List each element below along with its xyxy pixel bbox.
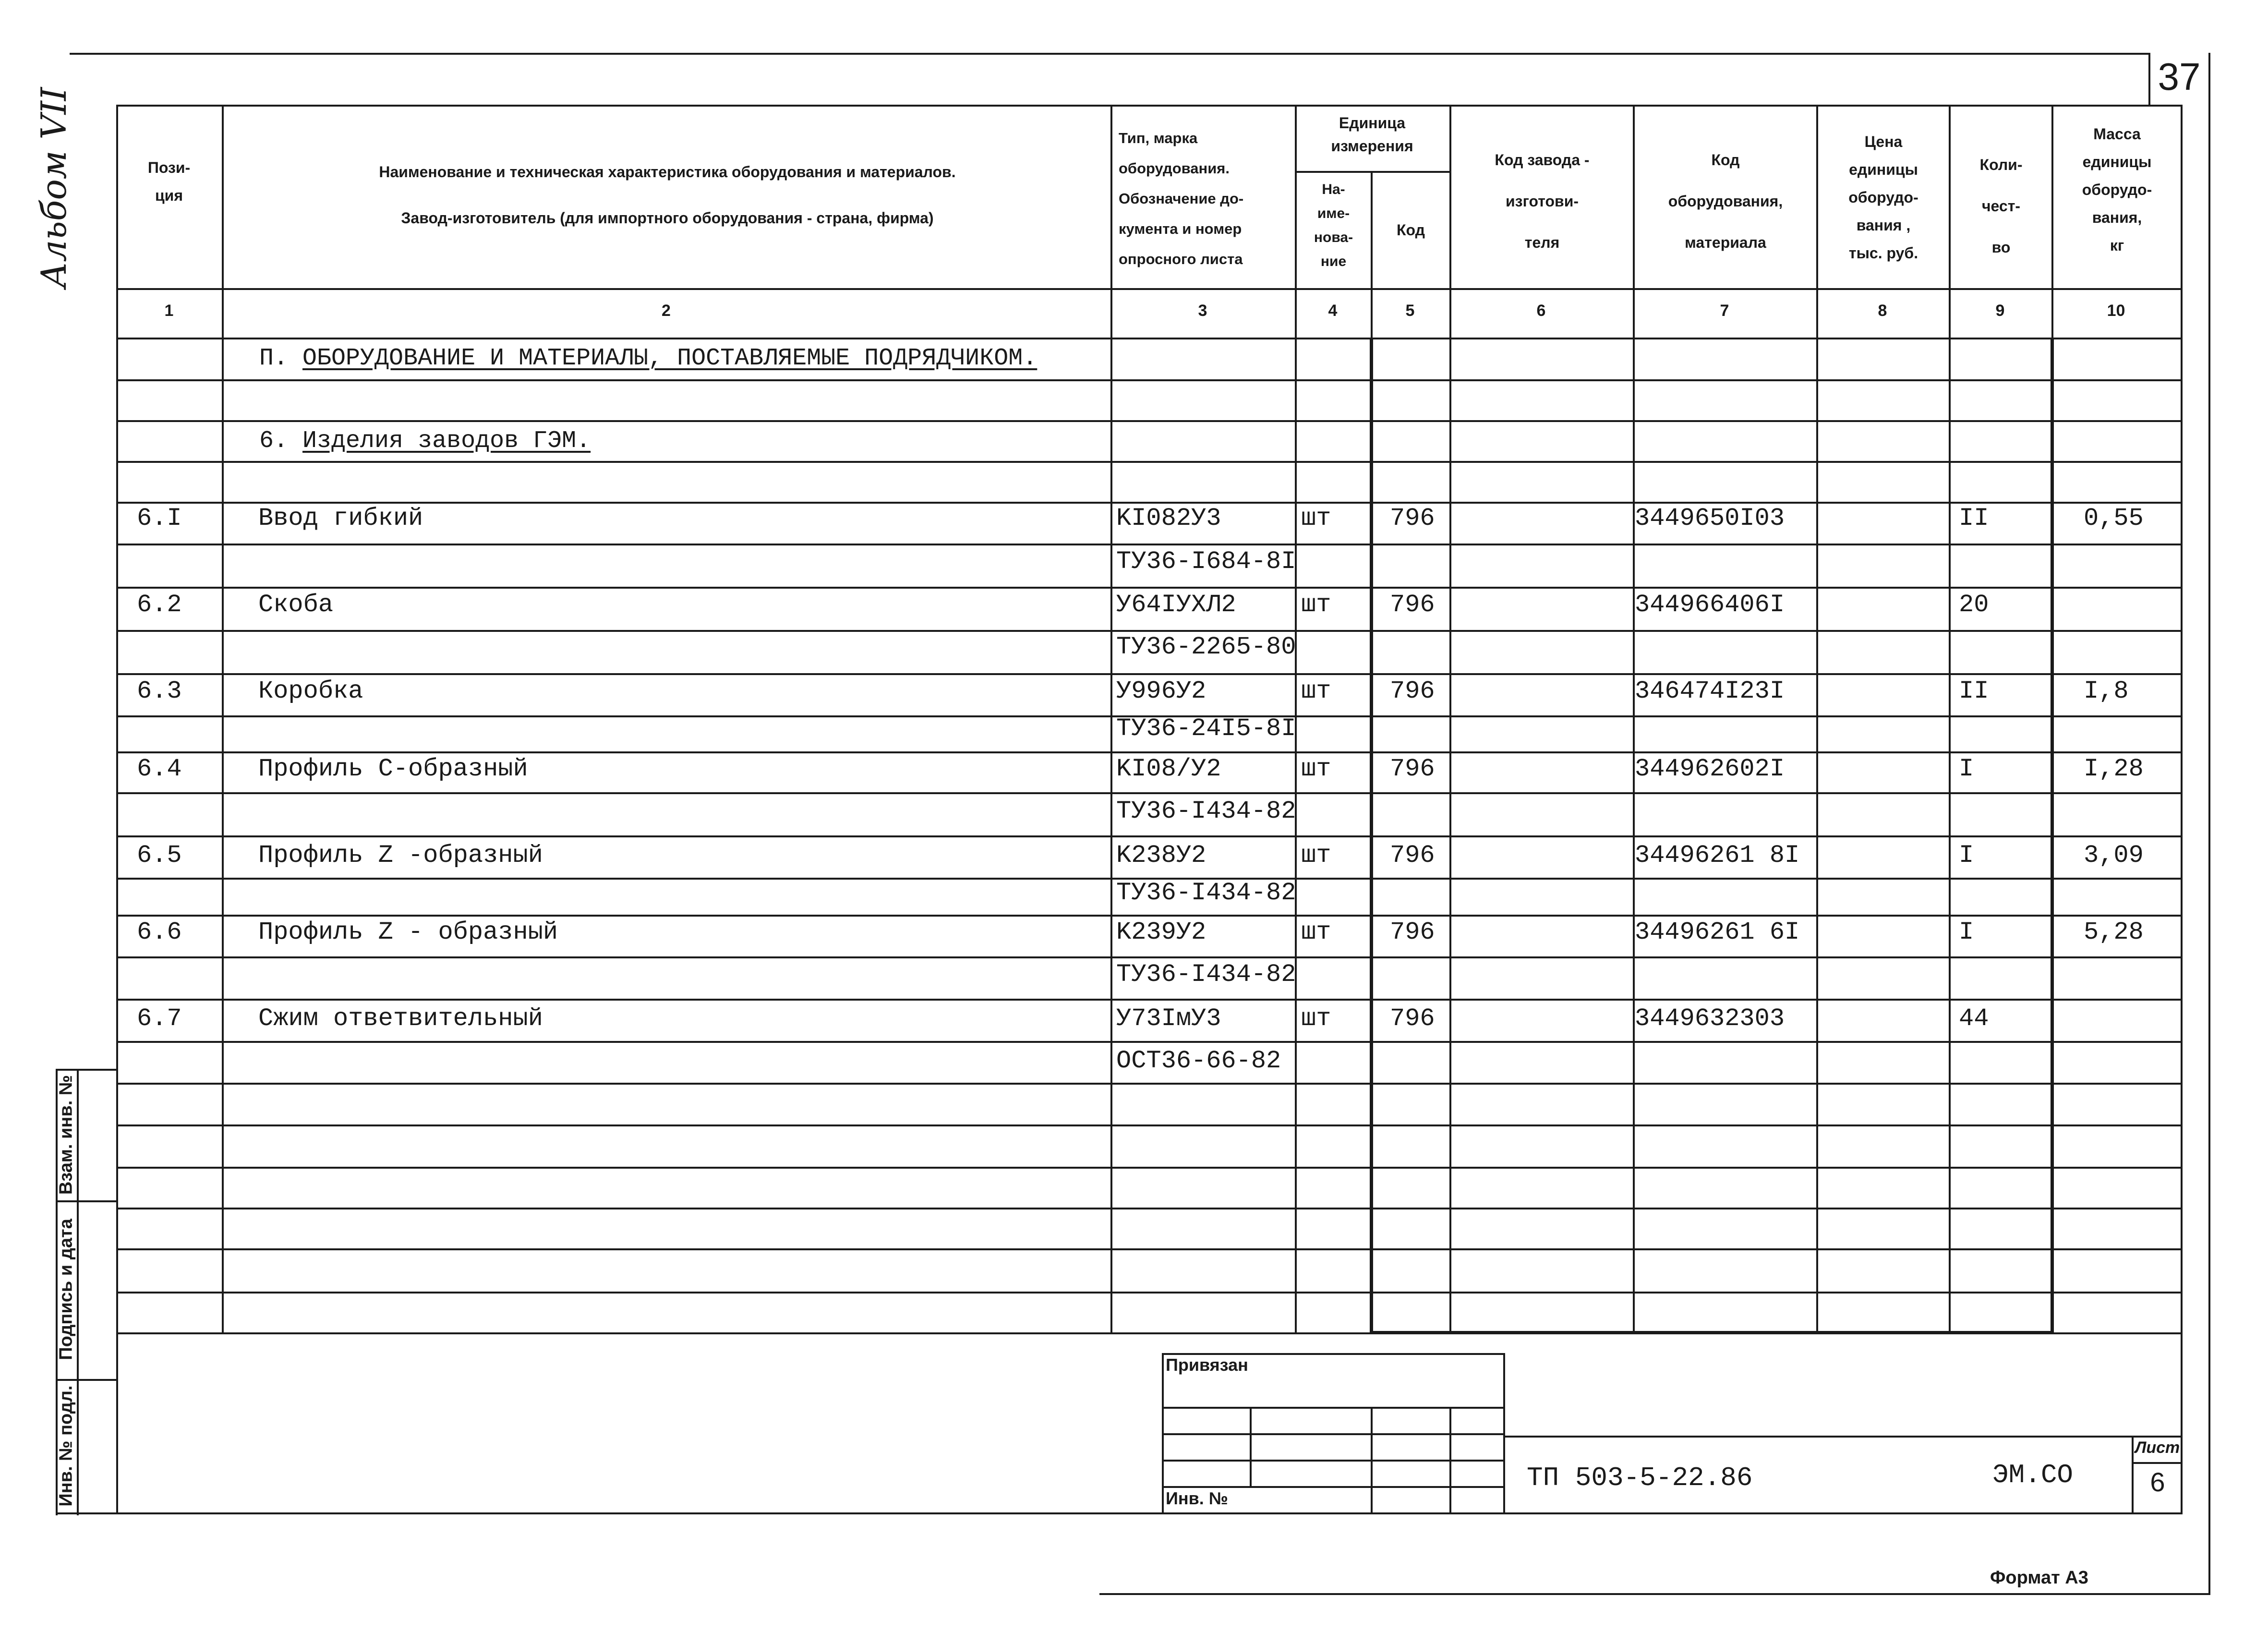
row-line xyxy=(116,835,2181,837)
stamp-left xyxy=(1162,1353,1164,1512)
row-quantity: I xyxy=(1959,841,1974,870)
side-stamp-mid xyxy=(77,1069,79,1515)
column-number: 3 xyxy=(1198,302,1207,320)
row-equipment-code: 346474I23I xyxy=(1635,677,1785,705)
header-name: Наименование и техническая характеристика оборудования и материалов. Завод-изготовитель (для импортного оборудования - страна, фирма) xyxy=(379,163,956,227)
column-number: 9 xyxy=(1995,302,2005,320)
col-line-5 xyxy=(1449,105,1451,1332)
row-type: У73IмУ3 xyxy=(1116,1004,1221,1033)
album-label: Альбом VII xyxy=(34,87,74,288)
row-mass: 3,09 xyxy=(2084,841,2144,870)
row-line xyxy=(116,1041,2181,1043)
row-equipment-code: 344962602I xyxy=(1635,755,1785,783)
row-doc: ТУ36-I434-82 xyxy=(1116,960,1296,989)
row-unit: шт xyxy=(1301,591,1331,619)
row-unit: шт xyxy=(1301,755,1331,783)
stamp-divider xyxy=(1449,1407,1451,1512)
col-line-7 xyxy=(1816,105,1818,1332)
row-line xyxy=(116,999,2181,1001)
row-position: 6.I xyxy=(137,504,182,532)
row-unit-code: 796 xyxy=(1390,504,1435,532)
stamp-divider xyxy=(1250,1407,1252,1486)
row-position: 6.2 xyxy=(137,591,182,619)
document-mark: ЭМ.СО xyxy=(1992,1460,2074,1490)
row-line xyxy=(116,956,2181,958)
row-line xyxy=(116,461,2181,463)
row-quantity: 44 xyxy=(1959,1004,1989,1033)
row-unit: шт xyxy=(1301,677,1331,705)
stamp-line xyxy=(1162,1433,1505,1435)
row-line xyxy=(116,1292,2181,1293)
row-position: 6.4 xyxy=(137,755,182,783)
row-type: У64IУХЛ2 xyxy=(1116,591,1236,619)
row-doc: ОСТ36-66-82 xyxy=(1116,1047,1281,1075)
row-type: K238У2 xyxy=(1116,841,1206,870)
row-unit-code: 796 xyxy=(1390,1004,1435,1033)
section-title: П. ОБОРУДОВАНИЕ И МАТЕРИАЛЫ, ПОСТАВЛЯЕМЫЕ ПОДРЯДЧИКОМ. xyxy=(259,345,1037,372)
row-unit-code: 796 xyxy=(1390,591,1435,619)
row-line xyxy=(116,544,2181,545)
row-doc: ТУ36-I684-8I xyxy=(1116,547,1296,576)
bottom-rule xyxy=(1099,1593,2210,1595)
row-unit: шт xyxy=(1301,841,1331,870)
rows-bottom-line xyxy=(116,1332,2181,1334)
stamp-right xyxy=(1503,1353,1505,1512)
table-bottom-border xyxy=(116,1512,2183,1514)
header-unit-code: Код xyxy=(1397,221,1425,239)
column-number: 1 xyxy=(164,302,174,320)
row-name: Сжим ответвительный xyxy=(258,1004,543,1033)
header-plant-code: Код завода - изготови- теля xyxy=(1495,151,1590,251)
row-name: Профиль Z -образный xyxy=(258,841,543,870)
row-doc: ТУ36-I434-82 xyxy=(1116,797,1296,825)
col-line-2 xyxy=(1110,105,1112,1332)
sheet-value: 6 xyxy=(2150,1467,2165,1497)
row-type: KI08/У2 xyxy=(1116,755,1221,783)
row-name: Ввод гибкий xyxy=(258,504,423,532)
row-equipment-code: 34496261 6I xyxy=(1635,918,1800,946)
row-unit-code: 796 xyxy=(1390,755,1435,783)
row-quantity: II xyxy=(1959,677,1989,705)
column-number: 4 xyxy=(1328,302,1338,320)
col-line-1 xyxy=(222,105,224,1332)
row-name: Профиль С-образный xyxy=(258,755,528,783)
header-quantity: Коли- чест- во xyxy=(1979,156,2023,256)
row-name: Скоба xyxy=(258,591,334,619)
column-number: 8 xyxy=(1878,302,1887,320)
row-unit-code: 796 xyxy=(1390,918,1435,946)
row-unit: шт xyxy=(1301,504,1331,532)
bold-bracket-left xyxy=(1370,338,1373,1332)
row-doc: ТУ36-24I5-8I xyxy=(1116,714,1296,743)
stamp-divider xyxy=(1371,1407,1373,1512)
stamp-line xyxy=(1162,1486,1505,1488)
row-line xyxy=(116,420,2181,422)
row-line xyxy=(116,915,2181,917)
stamp-line xyxy=(1162,1407,1505,1409)
side-stamp-sign-date: Подпись и дата xyxy=(56,1219,76,1360)
column-number: 10 xyxy=(2107,302,2125,320)
row-unit: шт xyxy=(1301,918,1331,946)
column-number: 6 xyxy=(1536,302,1546,320)
bold-bracket-right xyxy=(2051,338,2054,1332)
row-line xyxy=(116,630,2181,632)
table-right-border xyxy=(2181,105,2183,1514)
header-unit-group: Единица измерения xyxy=(1331,114,1413,155)
row-line xyxy=(116,1083,2181,1085)
sheet-label: Лист xyxy=(2135,1438,2180,1457)
row-mass: 0,55 xyxy=(2084,504,2144,532)
row-unit: шт xyxy=(1301,1004,1331,1033)
stamp-line xyxy=(1162,1460,1505,1462)
row-name: Профиль Z - образный xyxy=(258,918,558,946)
row-line xyxy=(116,379,2181,381)
header-equipment-code: Код оборудования, материала xyxy=(1668,151,1783,251)
row-quantity: 20 xyxy=(1959,591,1989,619)
header-mass: Масса единицы оборудо- вания, кг xyxy=(2082,125,2152,254)
row-line xyxy=(116,751,2181,753)
sheet-cell-line xyxy=(2132,1462,2183,1464)
top-rule xyxy=(70,53,2148,55)
row-position: 6.3 xyxy=(137,677,182,705)
column-number: 2 xyxy=(662,302,671,320)
row-line xyxy=(116,587,2181,589)
subsection-title: 6. Изделия заводов ГЭМ. xyxy=(259,427,591,455)
row-line xyxy=(116,1124,2181,1126)
column-number: 5 xyxy=(1405,302,1415,320)
column-number-bottom-line xyxy=(116,338,2181,339)
column-number: 7 xyxy=(1720,302,1729,320)
stamp-bound-label: Привязан xyxy=(1166,1355,1248,1375)
row-equipment-code: 344966406I xyxy=(1635,591,1785,619)
row-line xyxy=(116,502,2181,504)
row-equipment-code: 3449650I03 xyxy=(1635,504,1785,532)
row-position: 6.5 xyxy=(137,841,182,870)
col-line-6 xyxy=(1633,105,1635,1332)
row-unit-code: 796 xyxy=(1390,841,1435,870)
sheet-number: 37 xyxy=(2158,55,2201,98)
format-label: Формат А3 xyxy=(1990,1568,2088,1588)
sheet-box-left xyxy=(2148,53,2150,106)
outer-right-border xyxy=(2208,53,2210,1594)
document-code: ТП 503-5-22.86 xyxy=(1527,1463,1753,1493)
header-type: Тип, марка оборудования. Обозначение до- кумента и номер опросного листа xyxy=(1119,130,1244,267)
side-stamp-inv-orig: Инв. № подл. xyxy=(56,1385,76,1507)
row-position: 6.6 xyxy=(137,918,182,946)
table-top-border xyxy=(116,105,2181,107)
title-block-top xyxy=(1503,1436,2183,1438)
header-price: Цена единицы оборудо- вания , тыс. руб. xyxy=(1848,133,1918,262)
row-mass: I,8 xyxy=(2084,677,2129,705)
row-doc: ТУ36-2265-80 xyxy=(1116,633,1296,661)
row-mass: I,28 xyxy=(2084,755,2144,783)
row-type: K239У2 xyxy=(1116,918,1206,946)
col-line-8 xyxy=(1949,105,1951,1332)
row-quantity: I xyxy=(1959,755,1974,783)
stamp-inv-label: Инв. № xyxy=(1166,1488,1228,1508)
row-mass: 5,28 xyxy=(2084,918,2144,946)
row-type: У996У2 xyxy=(1116,677,1206,705)
header-bottom-line xyxy=(116,288,2181,290)
row-line xyxy=(116,1167,2181,1169)
header-unit-name: На- име- нова- ние xyxy=(1314,181,1353,269)
row-quantity: II xyxy=(1959,504,1989,532)
row-type: KI082У3 xyxy=(1116,504,1221,532)
row-equipment-code: 34496261 8I xyxy=(1635,841,1800,870)
row-line xyxy=(116,792,2181,794)
row-line xyxy=(116,673,2181,675)
row-name: Коробка xyxy=(258,677,363,705)
row-unit-code: 796 xyxy=(1390,677,1435,705)
side-stamp-ref-inv: Взам. инв. № xyxy=(56,1075,76,1195)
row-line xyxy=(116,1248,2181,1250)
row-position: 6.7 xyxy=(137,1004,182,1033)
row-line xyxy=(116,1208,2181,1209)
row-doc: ТУ36-I434-82 xyxy=(1116,879,1296,907)
row-equipment-code: 3449632303 xyxy=(1635,1004,1785,1033)
header-position: Пози- ция xyxy=(147,159,191,204)
row-quantity: I xyxy=(1959,918,1974,946)
